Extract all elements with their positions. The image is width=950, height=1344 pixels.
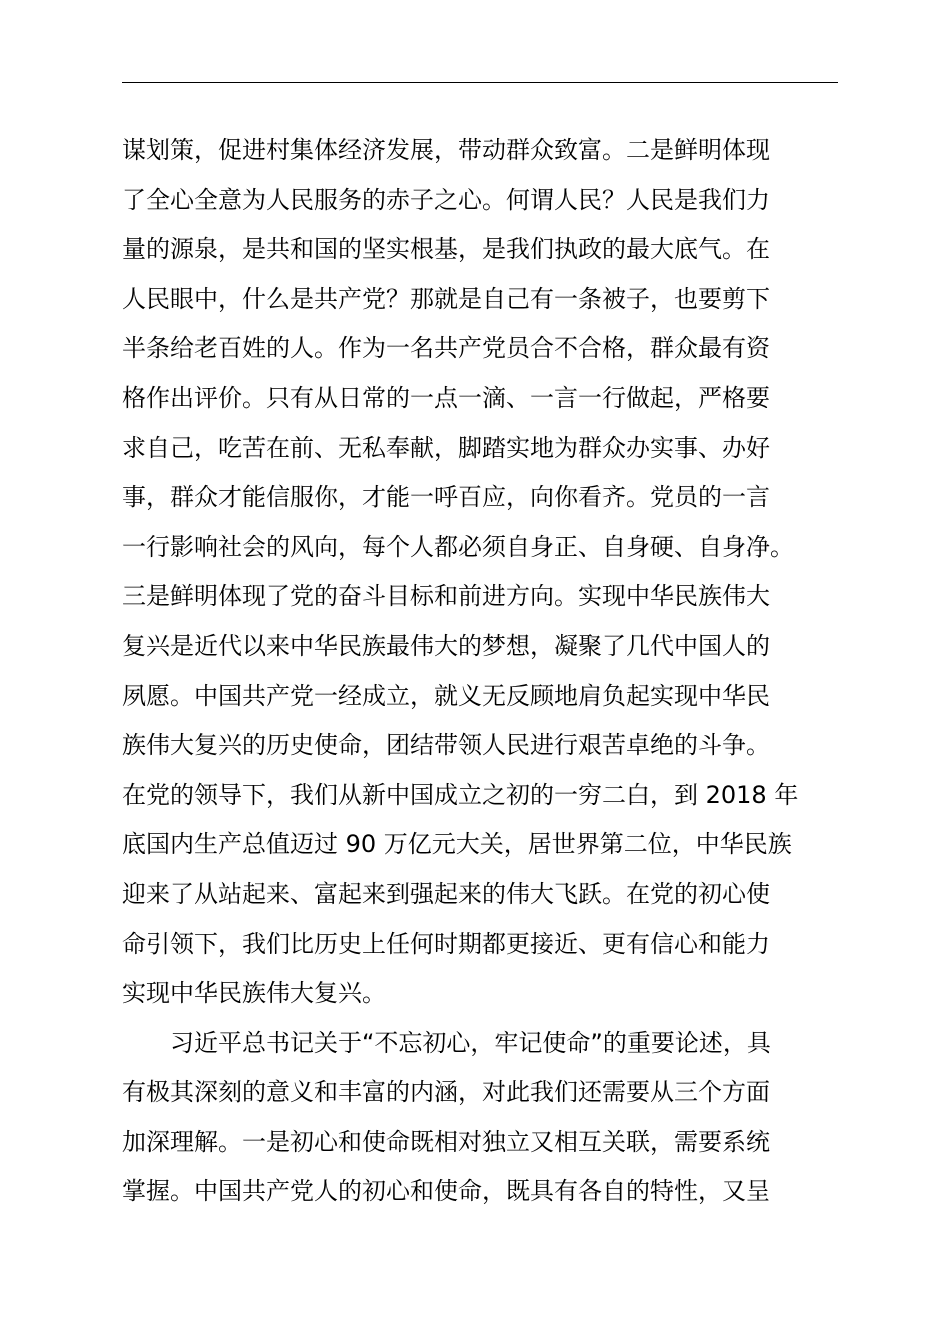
text-line: 命引领下，我们比历史上任何时期都更接近、更有信心和能力 xyxy=(122,929,770,958)
text-line: 事，群众才能信服你，才能一呼百应，向你看齐。党员的一言 xyxy=(122,483,770,512)
text-line: 人民眼中，什么是共产党？那就是自己有一条被子，也要剪下 xyxy=(122,284,770,313)
header-rule xyxy=(122,82,838,83)
text-line: 在党的领导下，我们从新中国成立之初的一穷二白，到 2018 年 xyxy=(122,780,799,809)
text-line: 有极其深刻的意义和丰富的内涵，对此我们还需要从三个方面 xyxy=(122,1078,770,1107)
text-line: 迎来了从站起来、富起来到强起来的伟大飞跃。在党的初心使 xyxy=(122,879,770,908)
text-line: 半条给老百姓的人。作为一名共产党员合不合格，群众最有资 xyxy=(122,334,770,363)
text-line: 格作出评价。只有从日常的一点一滴、一言一行做起，严格要 xyxy=(122,383,770,412)
body-text xyxy=(122,126,842,1217)
text-line: 了全心全意为人民服务的赤子之心。何谓人民？人民是我们力 xyxy=(122,185,770,214)
text-line: 加深理解。一是初心和使命既相对独立又相互关联，需要系统 xyxy=(122,1127,770,1156)
text-line: 底国内生产总值迈过 90 万亿元大关，居世界第二位，中华民族 xyxy=(122,830,792,859)
text-line: 量的源泉，是共和国的坚实根基，是我们执政的最大底气。在 xyxy=(122,235,770,264)
text-line: 实现中华民族伟大复兴。 xyxy=(122,979,386,1008)
paragraph-first-line: 习近平总书记关于“不忘初心，牢记使命”的重要论述，具 xyxy=(170,1028,771,1057)
text-line: 掌握。中国共产党人的初心和使命，既具有各自的特性，又呈 xyxy=(122,1177,770,1206)
text-line: 三是鲜明体现了党的奋斗目标和前进方向。实现中华民族伟大 xyxy=(122,582,770,611)
text-line: 一行影响社会的风向，每个人都必须自身正、自身硬、自身净。 xyxy=(122,532,794,561)
text-line: 族伟大复兴的历史使命，团结带领人民进行艰苦卓绝的斗争。 xyxy=(122,731,770,760)
text-line: 复兴是近代以来中华民族最伟大的梦想，凝聚了几代中国人的 xyxy=(122,631,770,660)
text-line: 求自己，吃苦在前、无私奉献，脚踏实地为群众办实事、办好 xyxy=(122,433,770,462)
text-line: 夙愿。中国共产党一经成立，就义无反顾地肩负起实现中华民 xyxy=(122,681,770,710)
text-line: 谋划策，促进村集体经济发展，带动群众致富。二是鲜明体现 xyxy=(122,136,770,164)
